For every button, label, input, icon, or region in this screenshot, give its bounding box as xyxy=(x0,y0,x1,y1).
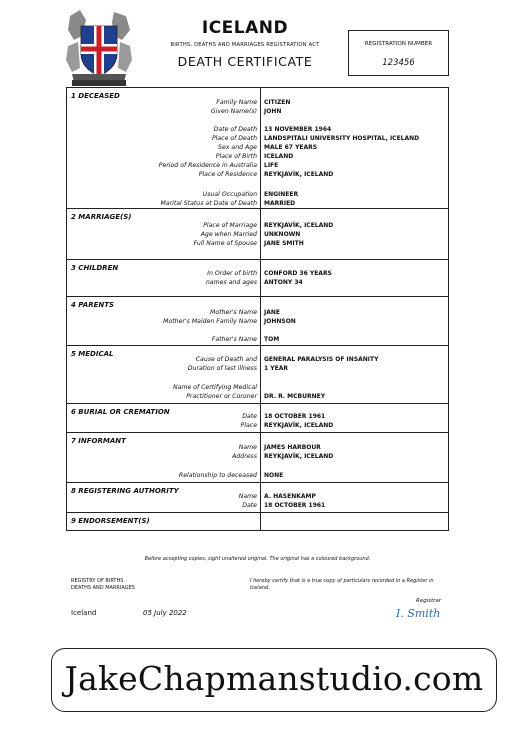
section-heading: 1 DECEASED xyxy=(71,92,120,100)
issue-place: Iceland xyxy=(71,609,97,617)
act-subtitle: BIRTHS, DEATHS AND MARRIAGES REGISTRATION ACT xyxy=(170,42,320,48)
registry-line: DEATHS AND MARRIAGES xyxy=(71,585,135,591)
form-row: Usual Occupation ENGINEER xyxy=(202,191,299,198)
registry-line: REGISTRY OF BIRTHS xyxy=(71,578,124,584)
section-heading: 5 MEDICAL xyxy=(71,350,114,358)
registration-box xyxy=(348,30,449,76)
section-heading: 6 BURIAL OR CREMATION xyxy=(71,408,170,416)
form-row: Place of Birth ICELAND xyxy=(215,153,294,160)
form-row: Address REYKJAVÍK, ICELAND xyxy=(232,453,334,460)
coat-of-arms-icon xyxy=(64,6,134,88)
form-row: Relationship to deceased NONE xyxy=(178,472,284,479)
form-row: Date of Death 13 NOVEMBER 1964 xyxy=(213,126,332,133)
section-informant xyxy=(67,433,448,483)
copy-note: Before accepting copies, sight unaltered original. The original has a coloured background. xyxy=(144,556,371,562)
form-row: Practitioner or Coroner DR. R. MCBURNEY xyxy=(186,393,326,400)
watermark-banner: JakeChapmanstudio.com xyxy=(51,648,497,712)
section-parents xyxy=(67,297,448,346)
section-registering-authority xyxy=(67,483,448,513)
registration-label: REGISTRATION NUMBER xyxy=(364,41,433,47)
form-row: Place of Death LANDSPITALI UNIVERSITY HOSPITAL, ICELAND xyxy=(211,135,420,142)
form-row: Place of Marriage REYKJAVÍK, ICELAND xyxy=(203,222,334,229)
section-heading: 3 CHILDREN xyxy=(71,264,119,272)
section-heading: 9 ENDORSEMENT(S) xyxy=(71,517,150,525)
registrar-signature: I. Smith xyxy=(396,607,441,620)
section-heading: 2 MARRIAGE(S) xyxy=(71,213,132,221)
registry-name xyxy=(71,578,135,592)
form-row: Duration of last illness 1 YEAR xyxy=(187,365,288,372)
section-endorsements xyxy=(67,513,448,531)
form-row: Given Name(s) JOHN xyxy=(210,108,282,115)
form-row: Name JAMES HARBOUR xyxy=(238,444,321,451)
section-medical xyxy=(67,346,448,404)
form-row: Sex and Age MALE 67 YEARS xyxy=(218,144,318,151)
registrar-label: Registrar xyxy=(416,598,442,604)
form-row: Cause of Death and GENERAL PARALYSIS OF INSANITY xyxy=(195,356,379,363)
form-row: In Order of birth CONFORD 36 YEARS xyxy=(207,270,332,277)
certificate-form xyxy=(66,87,449,531)
form-row: names and ages ANTONY 34 xyxy=(205,279,303,286)
form-row: Date 18 OCTOBER 1961 xyxy=(242,413,326,420)
section-heading: 7 INFORMANT xyxy=(71,437,126,445)
form-row: Father's Name TOM xyxy=(211,336,280,343)
form-row: Name A. HASENKAMP xyxy=(238,493,316,500)
certificate-type: DEATH CERTIFICATE xyxy=(177,54,313,69)
form-row: Period of Residence in Australia LIFE xyxy=(158,162,279,169)
document-title: ICELAND xyxy=(201,18,289,38)
form-row: Full Name of Spouse JANE SMITH xyxy=(193,240,304,247)
section-burial xyxy=(67,404,448,433)
section-heading: 8 REGISTERING AUTHORITY xyxy=(71,487,179,495)
form-row: Place REYKJAVÍK, ICELAND xyxy=(240,422,334,429)
form-row: Mother's Name JANE xyxy=(210,309,280,316)
registration-number: 123456 xyxy=(382,58,415,68)
form-row: Marital Status at Date of Death MARRIED xyxy=(160,200,296,207)
form-row: Age when Married UNKNOWN xyxy=(200,231,301,238)
form-row: Family Name CITIZEN xyxy=(216,99,291,106)
section-heading: 4 PARENTS xyxy=(71,301,115,309)
form-row: Place of Residence REYKJAVÍK, ICELAND xyxy=(198,171,334,178)
form-row: Mother's Maiden Family Name JOHNSON xyxy=(163,318,296,325)
form-row: Date 18 OCTOBER 1961 xyxy=(242,502,326,509)
issue-date: 05 July 2022 xyxy=(143,609,187,617)
section-deceased xyxy=(67,88,448,209)
section-children xyxy=(67,260,448,297)
section-marriage xyxy=(67,209,448,260)
form-row: Name of Certifying Medical xyxy=(172,384,257,391)
certify-text: I hereby certify that is a true copy of particulars recorded in a Register in Iceland. xyxy=(250,578,434,591)
